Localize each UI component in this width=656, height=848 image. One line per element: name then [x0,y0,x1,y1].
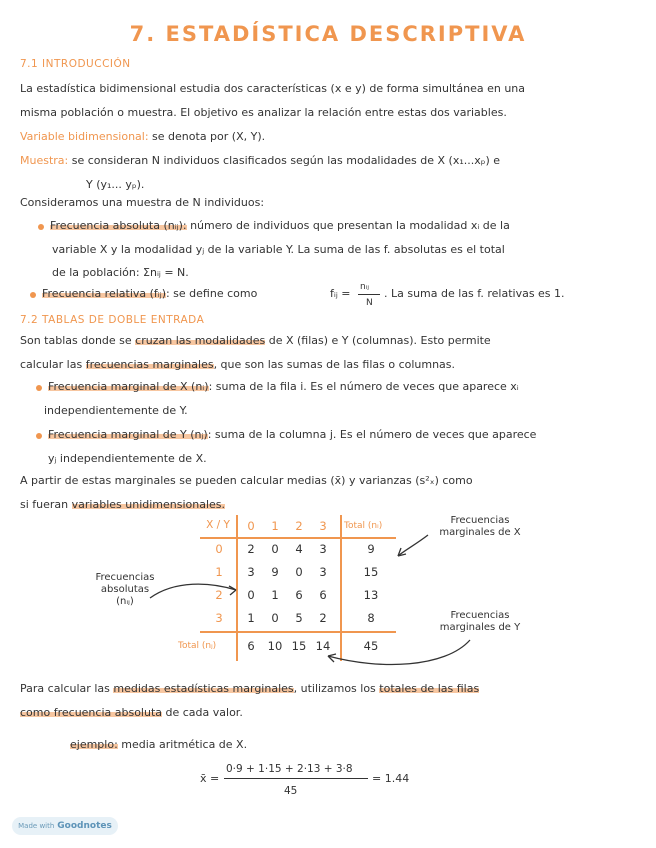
marginal-paragraph-1: A partir de estas marginales se pueden calcular medias (x̄) y varianzas (s²ₓ) como [20,474,473,487]
row-total: 9 [367,542,375,556]
row-header: 3 [215,611,223,625]
col-total: 14 [315,639,331,653]
badge-made-with: Made with [18,822,55,830]
variable-def: se denota por (X, Y). [148,130,266,143]
fr-def: : se define como [165,287,258,300]
mean-formula-lhs: x̄ = [200,772,220,785]
row-total: 8 [367,611,375,625]
grand-total: 45 [363,639,379,653]
muestra-term: Muestra: [20,154,69,167]
example-label: ejemplo: [70,738,118,751]
row-header: 1 [215,565,223,579]
tables-l2-highlight: frecuencias marginales [85,358,214,371]
col-total: 15 [291,639,307,653]
col-header: 3 [319,519,327,533]
tables-l1-a: Son tablas donde se [20,334,136,347]
arrow-absolute [150,584,236,598]
arrowhead-absolute [229,586,236,595]
table-cell: 9 [271,565,279,579]
table-cell: 6 [295,588,303,602]
tables-l1-highlight: cruzan las modalidades [135,334,266,347]
tables-l1-b: de X (filas) e Y (columnas). Esto permite [265,334,491,347]
goodnotes-badge [12,817,118,835]
note-mx-l2: marginales de X [439,527,521,538]
muestra-def: se consideran N individuos clasificados según las modalidades de X (x₁...xₚ) e [68,154,500,167]
tables-l2-a: calcular las [20,358,86,371]
fa-def: número de individuos que presentan la modalidad xᵢ de la [186,219,510,232]
fmx-def: : suma de la fila i. Es el número de veces que aparece xᵢ [208,380,519,393]
col-header: 2 [295,519,303,533]
table-cell: 5 [295,611,303,625]
table-cell: 0 [271,542,279,556]
mean-formula-numerator: 0·9 + 1·15 + 2·13 + 3·8 [226,763,353,775]
fr-after: . La suma de las f. relativas es 1. [384,287,565,300]
total-row-header: Total (nⱼ) [178,641,217,651]
closing-l2-b: de cada valor. [162,706,243,719]
table-cell: 6 [319,588,327,602]
table-cell: 0 [271,611,279,625]
p2-highlight: variables unidimensionales. [71,498,226,511]
closing-l1-a: Para calcular las [20,682,114,695]
table-cell: 3 [319,565,327,579]
row-total: 15 [363,565,379,579]
table-cell: 0 [247,588,255,602]
p2-a: si fueran [20,498,72,511]
mean-fraction-bar [224,778,368,779]
row-header: 2 [215,588,223,602]
fmx-line-2: independientemente de Y. [44,404,188,417]
mean-formula-denominator: 45 [284,785,298,797]
badge-brand: Goodnotes [57,821,112,831]
closing-l1-highlight-1: medidas estadísticas marginales [113,682,294,695]
table-cell: 4 [295,542,303,556]
fa-line-2: variable X y la modalidad yⱼ de la variable Y. La suma de las f. absolutas es el total [52,243,505,256]
closing-l1-highlight-2: totales de las filas [379,682,480,695]
table-cell: 0 [295,565,303,579]
note-mx-l1: Frecuencias [450,515,510,526]
table-cell: 2 [319,611,327,625]
note-my-l2: marginales de Y [439,622,521,633]
table-cell: 1 [271,588,279,602]
table-cell: 3 [247,565,255,579]
fmy-line-2: yⱼ independientemente de X. [48,452,207,465]
intro-line-2: misma población o muestra. El objetivo es analizar la relación entre estas dos variables. [20,106,507,119]
arrow-marginal-x [398,535,428,556]
col-total: 10 [267,639,283,653]
fa-line-3: de la población: Σnᵢⱼ = N. [52,266,189,279]
intro-line-1: La estadística bidimensional estudia dos características (x e y) de forma simultánea en una [20,82,526,95]
arrow-marginal-y [328,640,470,664]
fr-formula-numerator: nᵢⱼ [360,282,369,292]
row-total: 13 [363,588,379,602]
table-cell: 2 [247,542,255,556]
section-heading-intro: 7.1 INTRODUCCIÓN [20,58,131,70]
closing-l1-b: , utilizamos los [293,682,380,695]
note-my-l1: Frecuencias [450,610,510,621]
closing-line-1 [20,682,479,696]
closing-l2-highlight: como frecuencia absoluta [20,706,163,719]
fa-term: Frecuencia absoluta (nᵢⱼ): [50,219,187,232]
fmx-term: Frecuencia marginal de X (nᵢ) [48,380,209,393]
table-corner: X / Y [206,519,230,531]
table-cell: 3 [319,542,327,556]
fr-term: Frecuencia relativa (fᵢⱼ) [42,287,166,300]
mean-formula-result: = 1.44 [372,772,410,785]
consider-line: Consideramos una muestra de N individuos: [20,196,265,209]
total-col-header: Total (nᵢ) [344,521,383,531]
example-text: media aritmética de X. [117,738,248,751]
example-line [70,738,247,752]
variable-term: Variable bidimensional: [20,130,149,143]
note-abs-l3: (nᵢⱼ) [116,596,134,607]
col-total: 6 [247,639,255,653]
row-header: 0 [215,542,223,556]
col-header: 1 [271,519,279,533]
page-title: 7. ESTADÍSTICA DESCRIPTIVA [129,22,527,46]
note-abs-l2: absolutas [100,584,150,595]
table-cell: 1 [247,611,255,625]
col-header: 0 [247,519,255,533]
fr-formula-lhs: fᵢⱼ = [330,287,351,300]
section-heading-tables: 7.2 TABLAS DE DOBLE ENTRADA [20,314,205,326]
fr-formula-denominator: N [366,298,373,308]
muestra-line-2: Y (y₁... yₚ). [86,178,145,191]
note-abs-l1: Frecuencias [95,572,155,583]
fmy-def: : suma de la columna j. Es el número de veces que aparece [207,428,537,441]
closing-line-2 [20,706,243,720]
tables-l2-b: , que son las sumas de las filas o columnas. [213,358,456,371]
fmy-term: Frecuencia marginal de Y (nⱼ) [48,428,208,441]
